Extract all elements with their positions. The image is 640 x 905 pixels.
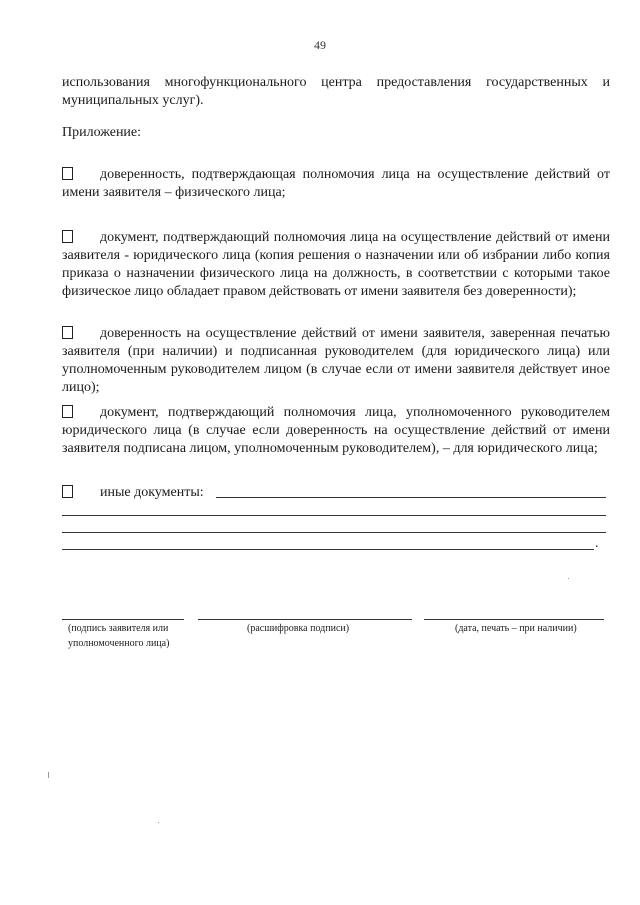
signature-decoding-caption: (расшифровка подписи) bbox=[247, 623, 350, 634]
signature-decoding-line[interactable] bbox=[198, 619, 412, 620]
scan-speck bbox=[158, 822, 159, 823]
other-documents-input-line-4[interactable] bbox=[62, 549, 594, 550]
other-documents-label: иные документы: bbox=[100, 485, 204, 500]
applicant-signature-line[interactable] bbox=[62, 619, 184, 620]
other-documents-input-line-3[interactable] bbox=[62, 532, 606, 533]
attachment-item-power-of-attorney-individual bbox=[62, 166, 610, 202]
attachment-item-legal-entity-authority bbox=[62, 229, 610, 301]
attachment-checkbox-1[interactable] bbox=[62, 167, 73, 180]
applicant-signature-caption bbox=[68, 621, 169, 651]
attachment-item-authorized-person-document bbox=[62, 404, 610, 458]
attachment-item-text: доверенность, подтверждающая полномочия лица на осуществление действий от имени заявителя – физического лица; bbox=[62, 167, 610, 200]
applicant-caption-line-2: уполномоченного лица) bbox=[68, 638, 170, 649]
attachment-item-sealed-power-of-attorney bbox=[62, 325, 610, 397]
attachment-item-text: доверенность на осуществление действий от имени заявителя, заверенная печатью заявителя (при наличии) и подписанная руководителем (для юридического лица) или уполномоченным руководителем лицом (в случае если от имени заявителя действует иное лицо); bbox=[62, 326, 610, 395]
date-seal-caption: (дата, печать – при наличии) bbox=[455, 623, 577, 634]
page-number: 49 bbox=[314, 38, 326, 52]
attachment-checkbox-2[interactable] bbox=[62, 230, 73, 243]
attachment-item-other-documents bbox=[62, 484, 610, 504]
scan-speck bbox=[568, 578, 569, 579]
attachment-item-text: документ, подтверждающий полномочия лица, уполномоченного руководителем юридического лица (в случае если доверенность на осуществление действий от имени заявителя подписана лицом, уполномоченным руководителем), – для юридического лица; bbox=[62, 405, 610, 456]
intro-line-2: муниципальных услуг). bbox=[62, 93, 204, 108]
other-documents-input-line-1[interactable] bbox=[216, 497, 606, 498]
other-documents-input-line-2[interactable] bbox=[62, 515, 606, 516]
intro-paragraph bbox=[62, 74, 610, 110]
intro-line-1: использования многофункционального центра предоставления государственных и bbox=[62, 75, 610, 90]
applicant-caption-line-1: (подпись заявителя или bbox=[68, 623, 169, 634]
attachment-checkbox-5[interactable] bbox=[62, 485, 73, 498]
attachment-checkbox-3[interactable] bbox=[62, 326, 73, 339]
appendix-label: Приложение: bbox=[62, 125, 142, 140]
other-documents-end-mark: . bbox=[595, 536, 599, 551]
attachment-item-text: документ, подтверждающий полномочия лица на осуществление действий от имени заявителя - юридического лица (копия решения о назначении или об избрании либо копия приказа о назначении физического лица на должность, в соответствии с которыми такое физическое лицо обладает правом действовать от имени заявителя без доверенности); bbox=[62, 230, 610, 299]
scan-speck bbox=[48, 772, 49, 778]
date-seal-line[interactable] bbox=[424, 619, 604, 620]
attachment-checkbox-4[interactable] bbox=[62, 405, 73, 418]
